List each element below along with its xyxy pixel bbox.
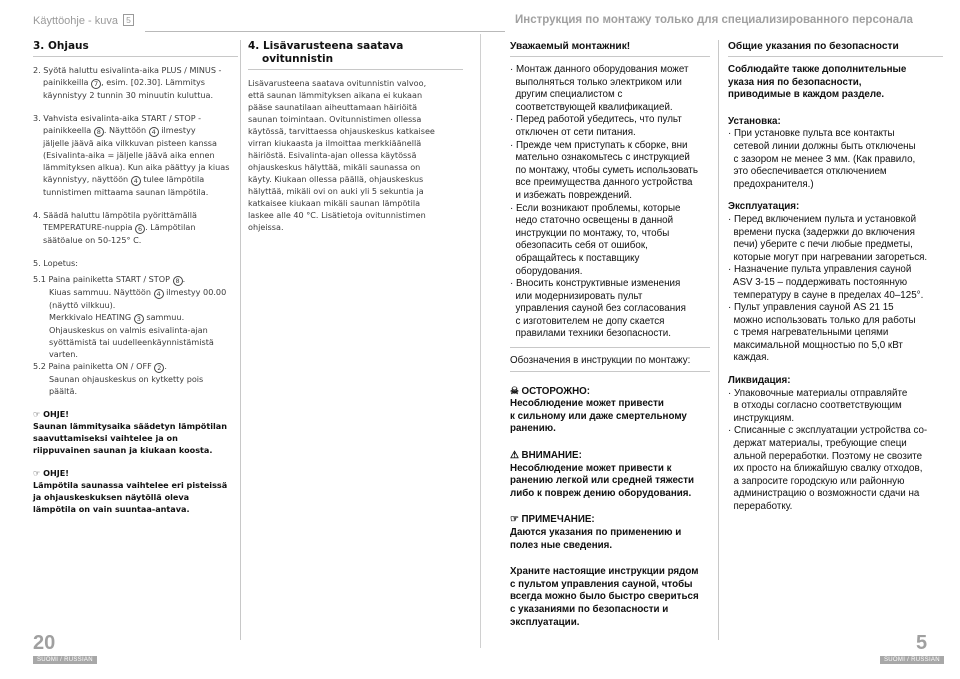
step-3: 3. Vahvista esivalinta-aika START / STOP - painikkeella 8 . Näyttöön 4 ilmestyy jäljelle jäävä aika vilkkuvan pisteen kanssa (Esivalinta-aika = jäljelle jäävä aika ennen lämmityksen alkua). Kun aika päättyy ja kiuas käynnistyy, näyttöön 4 tulee lämpötila tunnistimen mittaama saunan lämpötila. (33, 113, 230, 197)
text-line: käytössä, tarvittaessa ohjauskeskus katkaisee (248, 126, 435, 136)
right-language-tag: SUOMI / RUSSIAN (880, 656, 944, 664)
text-line: это обеспечивается отключением (728, 166, 887, 178)
disposal-body (728, 388, 943, 514)
text-line: · Вносить конструктивные изменения (510, 278, 681, 290)
text-line: переработку. (728, 501, 793, 512)
text-line: häiriöstä. Esivalinta-ajan ollessa käytössä (248, 150, 417, 160)
section-rule (510, 371, 710, 372)
text-line: в отходы согласно соответствующим (728, 400, 902, 412)
left-page-number: 20 (33, 632, 56, 654)
note-ohje-2: ☞ OHJE! Lämpötila saunassa vaihtelee eri pisteissä ja ohjauskeskuksen näytöllä oleva lämpötila on vain suuntaa-antava. (33, 468, 228, 514)
text-line: соответствующей квалификацией. (510, 101, 673, 113)
text-line: альной переработки. Поэтому не свозите (728, 450, 923, 462)
text-line: максимальной мощностью по 5,0 кВт (728, 339, 903, 351)
section-rule (728, 56, 943, 57)
text-line: hälyttää, mikäli ovi on auki yli 5 sekuntia ja (248, 186, 424, 196)
operation-heading: Эксплуатация: (728, 201, 800, 213)
text-line: · При установке пульта все контакты (728, 128, 895, 140)
text-line: инструкции по монтажу, то, чтобы (510, 227, 670, 239)
section-title: Уважаемый монтажник! (510, 41, 631, 52)
text-line: · Прежде чем приступать к сборке, вни (510, 139, 688, 151)
keep-instructions-note: Храните настоящие инструкции рядом с пультом управления сауной, чтобы всегда можно было быстро свериться с указаниями по безопасности и эксплуатации. (510, 566, 699, 628)
text-line: все преимущества данного устройства (510, 177, 693, 189)
text-line: обезопасить себя от ошибок, (510, 240, 648, 252)
section-rule (510, 347, 710, 348)
text-line: · Назначение пульта управления сауной (728, 264, 912, 276)
text-line: · Списанные с эксплуатации устройства со- (728, 425, 928, 437)
right-page-number: 5 (916, 632, 928, 654)
section-title: Общие указания по безопасности (728, 41, 899, 52)
text-line: pääse saunatilaan aiheuttamaan häiriöitä (248, 102, 418, 112)
right-header-title: Инструкция по монтажу только для специализированного персонала (515, 14, 913, 26)
text-line: обращайтесь к поставщику (510, 252, 640, 264)
text-line: администрацию о возможности сдачи на (728, 488, 920, 500)
warning-note: ⚠ ВНИМАНИЕ: Несоблюдение может привести к ранению легкой или средней тяжести либо к повреж дению оборудования. (510, 450, 695, 499)
disposal-heading: Ликвидация: (728, 375, 791, 387)
text-line: Lisävarusteena saatava ovitunnistin valvoo, (248, 78, 427, 88)
text-line: оборудования. (510, 265, 583, 277)
text-line: другим специалистом с (510, 89, 623, 101)
text-line: ohjeissa. (248, 222, 284, 232)
text-line: выполняться только электриком или (510, 76, 682, 88)
text-line: их просто на ближайшую свалку отходов, (728, 463, 923, 475)
text-line: держат материалы, требующие специ (728, 438, 907, 450)
text-line: · Перед работой убедитесь, что пульт (510, 114, 682, 126)
section-body (248, 77, 463, 233)
text-line: температуру в сауне в пределах 40–125°. (728, 289, 924, 301)
step-2: 2. Syötä haluttu esivalinta-aika PLUS / MINUS - painikkeilla 7 , esim. [02.30]. Lämmitys käynnistyy 2 tunnin 30 minuutin kuluttua. (33, 65, 222, 100)
install-heading: Установка: (728, 115, 781, 127)
text-line: по монтажу, чтобы суметь использовать (510, 164, 699, 176)
text-line: печи) уберите с печи любые предметы, (728, 239, 913, 251)
column-divider (240, 40, 241, 640)
section-rule (33, 56, 238, 57)
text-line: с тремя нагревательными цепями (728, 327, 889, 339)
text-line: мательно ознакомьтесь с инструкцией (510, 152, 690, 164)
text-line: · Если возникают проблемы, которые (510, 202, 681, 214)
step-5: 5. Lopetus: 5.1 Paina painiketta START / STOP 8 . Kiuas sammuu. Näyttöön 4 ilmestyy 00.00 (näyttö vilkkuu). Merkkivalo HEATING 3 sammuu. Ohjauskeskus on valmis esivalinta-ajan syöttämistä tai uudelleenkäynnistämistä varten. 5.2 Paina painiketta ON / OFF 2 . Saunan ohjauskeskus on kytketty pois päältä. (33, 258, 227, 396)
text-line: laskee alle 40 °C. Lisätietoja ovitunnistimen (248, 210, 426, 220)
step-4: 4. Säädä haluttu lämpötila pyörittämällä TEMPERATURE-nuppia 6 . Lämpötilan säätöalue on 50-125° C. (33, 210, 197, 245)
danger-note: ☠ ОСТОРОЖНО: Несоблюдение может привести к сильному или даже смертельному ранению. (510, 385, 687, 435)
header-rule (480, 31, 505, 32)
text-line: · Монтаж данного оборудования может (510, 64, 689, 75)
column-ovitunnistin (248, 40, 463, 233)
operation-body (728, 214, 943, 365)
column-divider (718, 40, 719, 640)
install-body (728, 128, 943, 191)
text-line: virran kiukaasta ja ilmoittaa merkkiäänellä (248, 138, 422, 148)
section-body (510, 64, 710, 341)
text-line: предохранителя.) (728, 178, 814, 190)
symbols-label: Обозначения в инструкции по монтажу: (510, 355, 691, 367)
info-note: ☞ ПРИМЕЧАНИЕ: Даются указания по применению и полез ные сведения. (510, 514, 682, 551)
text-line: ohjauskeskus hälyttää, mikäli saunassa on (248, 162, 421, 172)
text-line: että saunan lämmityksen aikana ei kukaan (248, 90, 423, 100)
text-line: каждая. (728, 352, 770, 364)
page-gutter (480, 34, 481, 648)
right-page-header (480, 0, 960, 34)
text-line: времени пуска (задержки до включения (728, 226, 915, 238)
text-line: с зазором не менее 3 мм. (Как правило, (728, 153, 916, 165)
text-line: с изготовителем не допу скается (510, 315, 665, 327)
text-line: отключен от сети питания. (510, 126, 636, 138)
text-line: можно использовать только для работы (728, 314, 916, 326)
text-line: правилами техники безопасности. (510, 328, 671, 340)
column-ohjaus (33, 40, 238, 515)
text-line: управления сауной без согласования (510, 303, 686, 315)
column-dear-installer (510, 40, 710, 629)
text-line: ASV 3-15 – поддерживать постоянную (728, 276, 908, 288)
section-title: 4. Lisävarusteena saatava ovitunnistin (248, 40, 404, 65)
text-line: недо статочно освещены в данной (510, 215, 674, 227)
figure-ref-box: 5 (123, 14, 134, 26)
section-title: 3. Ohjaus (33, 40, 89, 52)
safety-intro: Соблюдайте также дополнительные указа ния по безопасности, приводимые в каждом разделе. (728, 64, 907, 101)
text-line: · Перед включением пульта и установкой (728, 213, 917, 225)
section-rule (248, 69, 463, 70)
text-line: которые могут при нагревании загореться. (728, 251, 928, 263)
text-line: · Пульт управления сауной AS 21 15 (728, 302, 894, 314)
text-line: · Упаковочные материалы отправляйте (728, 387, 908, 399)
text-line: saunan toimintaan. Ovitunnistimen ollessa (248, 114, 422, 124)
text-line: а запросите городскую или районную (728, 475, 905, 487)
column-safety (728, 40, 943, 514)
text-line: katkaisee kiukaan mikäli saunan lämpötila (248, 198, 421, 208)
section-rule (510, 56, 710, 57)
note-ohje-1: ☞ OHJE! Saunan lämmitysaika säädetyn lämpötilan saavuttamiseksi vaihtelee ja on riippuvainen saunan ja kiukaan koosta. (33, 409, 228, 455)
text-line: инструкциям. (728, 412, 795, 424)
left-header-title: Käyttöohje - kuva 5 (33, 14, 134, 27)
text-line: или модернизировать пульт (510, 290, 643, 302)
left-language-tag: SUOMI / RUSSIAN (33, 656, 97, 664)
text-line: käyty. Kiukaan ollessa päällä, ohjauskeskus (248, 174, 424, 184)
left-page-header (0, 0, 480, 34)
text-line: сетевой линии должны быть отключены (728, 140, 916, 152)
header-rule (145, 31, 480, 32)
text-line: и избежать повреждений. (510, 189, 632, 201)
